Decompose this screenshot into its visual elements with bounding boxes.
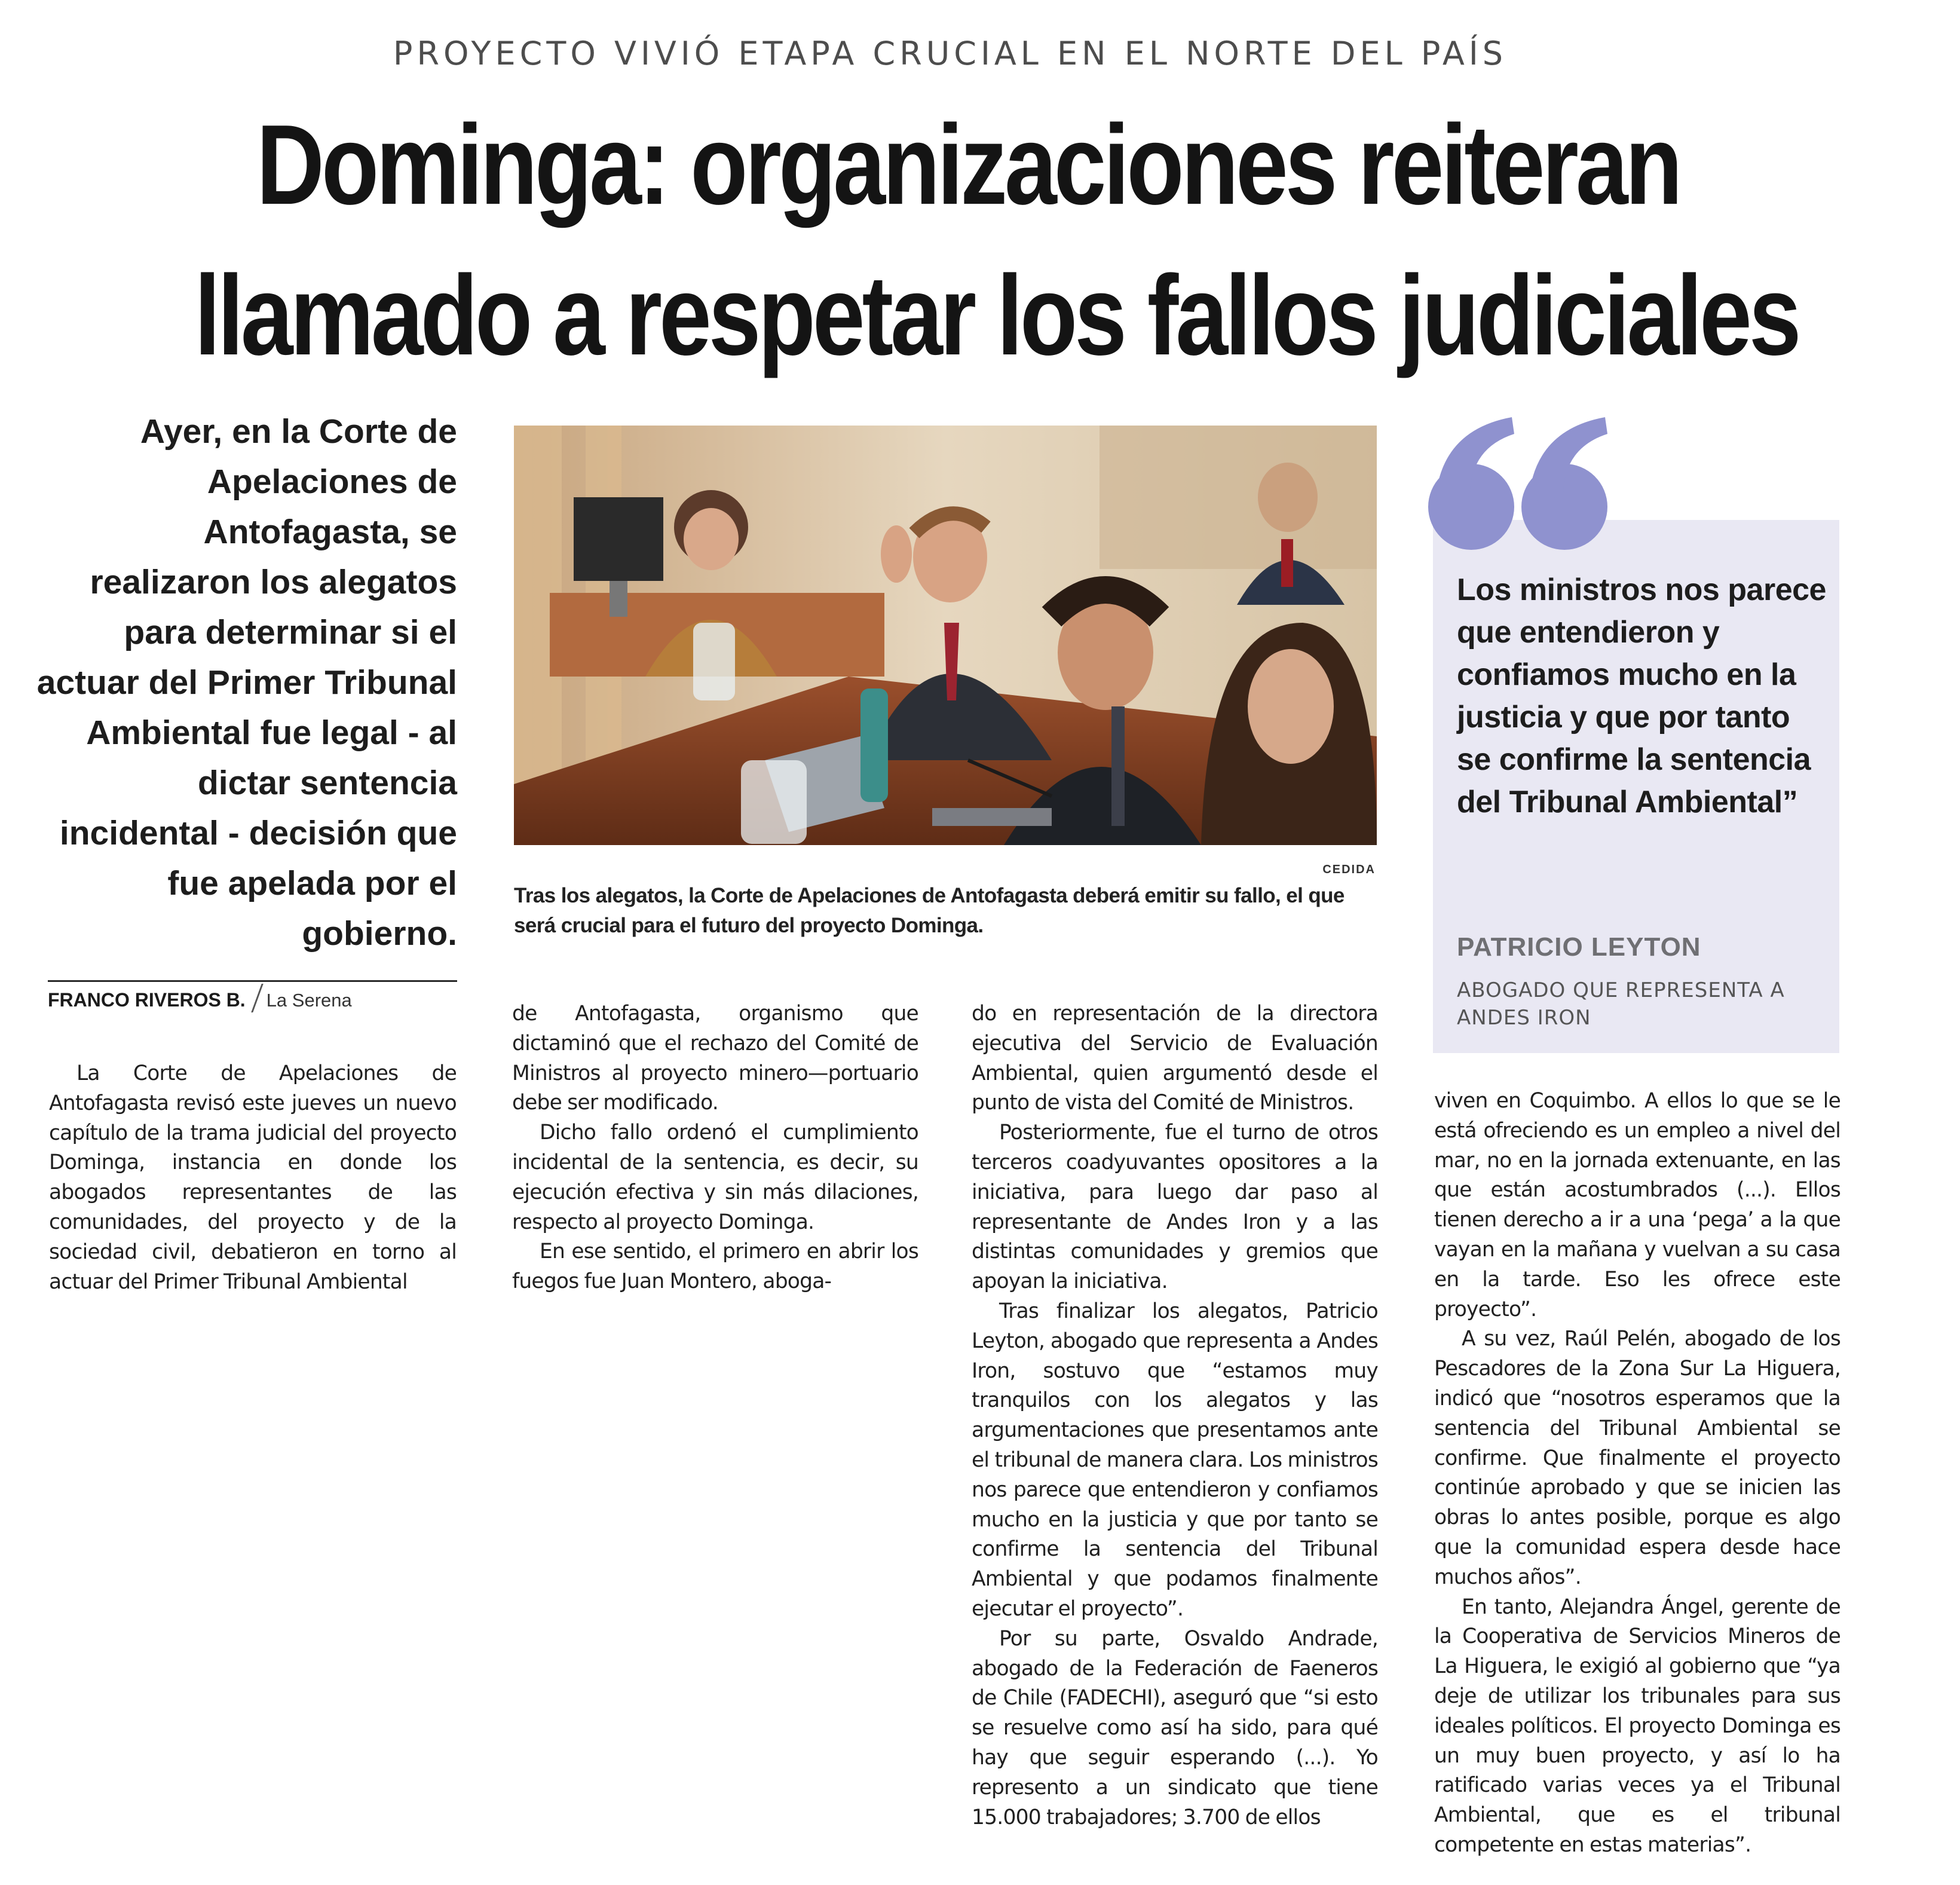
pullquote-role: ABOGADO QUE REPRESENTA A ANDES IRON [1457,978,1785,1030]
body-column-3 [972,999,1378,1832]
body-paragraph: Por su parte, Osvaldo Andrade, abogado de la Federación de Faeneros de Chile (FADECHI), aseguró que “si esto se resuelve como así ha sido, para qué hay que seguir esperando (...). Yo represento a un sindicato que tiene 15.000 trabajadores; 3.700 de ellos [972,1626,1378,1829]
byline [48,980,457,1023]
article-photo [514,426,1377,845]
body-paragraph: viven en Coquimbo. A ellos lo que se le está ofreciendo es un empleo a nivel del mar, no en la jornada extenuante, en las que están acostumbrados (...). Ellos tienen derecho a ir a una ‘pega’ a la que vayan en la mañana y vuelvan a su casa en la tarde. Eso les ofrece este proyecto”. [1434,1089,1840,1321]
photo-caption: Tras los alegatos, la Corte de Apelaciones de Antofagasta deberá emitir su fallo, el que será crucial para el futuro del proyecto Dominga. [514,884,1345,937]
pullquote-name: PATRICIO LEYTON [1457,932,1701,962]
photo-credit: CEDIDA [1322,863,1376,876]
courtroom-photo [514,426,1377,845]
body-paragraph: do en representación de la directora ejecutiva del Servicio de Evaluación Ambiental, quien argumentó desde el punto de vista del Comité de Ministros. [972,1002,1378,1115]
body-column-1 [49,1059,457,1297]
body-paragraph: En tanto, Alejandra Ángel, gerente de la Cooperativa de Servicios Mineros de La Higuera, le exigió al gobierno que “ya deje de utilizar los tribunales para sus ideales políticos. El proyecto Dominga es un muy buen proyecto, y así lo ha ratificado varias veces ya el Tribunal Ambiental, que es el tribunal competente en estas materias”. [1434,1595,1840,1857]
headline-line-1: Dominga: organizaciones reiteran [256,102,1680,228]
body-paragraph: La Corte de Apelaciones de Antofagasta revisó este jueves un nuevo capítulo de la trama judicial del proyecto Dominga, instancia en donde los abogados representantes de las comunidades, del proyecto y de la sociedad civil, debatieron en torno al actuar del Primer Tribunal Ambiental [49,1061,457,1294]
body-paragraph: En ese sentido, el primero en abrir los fuegos fue Juan Montero, aboga- [512,1240,918,1294]
lede: Ayer, en la Corte de Apelaciones de Antofagasta, se realizaron los alegatos para determinar si el actuar del Primer Tribunal Ambiental fue legal - al dictar sentencia incidental - decisión que fue apelada por el gobierno. [36,412,457,953]
pullquote-text: Los ministros nos parece que entendieron y confiamos mucho en la justicia y que por tanto se confirme la sentencia del Tribunal Ambiental” [1457,573,1826,819]
body-paragraph: A su vez, Raúl Pelén, abogado de los Pescadores de la Zona Sur La Higuera, indicó que “nosotros esperamos que la sentencia del Tribunal Ambiental se confirme. Que finalmente el proyecto continúe aprobado y que se inicien las obras lo antes posible, porque es algo que la comunidad espera desde hace muchos años”. [1434,1327,1840,1589]
body-column-4 [1434,1087,1840,1860]
body-column-2 [512,999,918,1297]
byline-location: La Serena [266,990,352,1011]
body-paragraph: Tras finalizar los alegatos, Patricio Leyton, abogado que representa a Andes Iron, sostuvo que “estamos muy tranquilos con los alegatos y las argumentaciones que presentamos ante el tribunal de manera clara. Los ministros nos parece que entendieron y confiamos mucho en la justicia y que por tanto se confirme la sentencia del Tribunal Ambiental y que podamos finalmente ejecutar el proyecto”. [972,1299,1378,1621]
body-paragraph: Posteriormente, fue el turno de otros terceros coadyuvantes opositores a la iniciativa, para luego dar paso al representante de Andes Iron y a las distintas comunidades y gremios que apoyan la iniciativa. [972,1121,1378,1294]
body-paragraph: de Antofagasta, organismo que dictaminó que el rechazo del Comité de Ministros al proyecto minero—portuario debe ser modificado. [512,1002,918,1115]
headline-line-2: llamado a respetar los fallos judiciales [194,252,1799,379]
headline [194,90,1799,391]
byline-author: FRANCO RIVEROS B. [48,989,246,1011]
kicker: PROYECTO VIVIÓ ETAPA CRUCIAL EN EL NORTE DEL PAÍS [393,35,1508,72]
byline-separator [251,984,263,1012]
body-paragraph: Dicho fallo ordenó el cumplimiento incidental de la sentencia, es decir, su ejecución efectiva y sin más dilaciones, respecto al proyecto Dominga. [512,1121,918,1234]
quote-mark-icon [1422,406,1625,562]
